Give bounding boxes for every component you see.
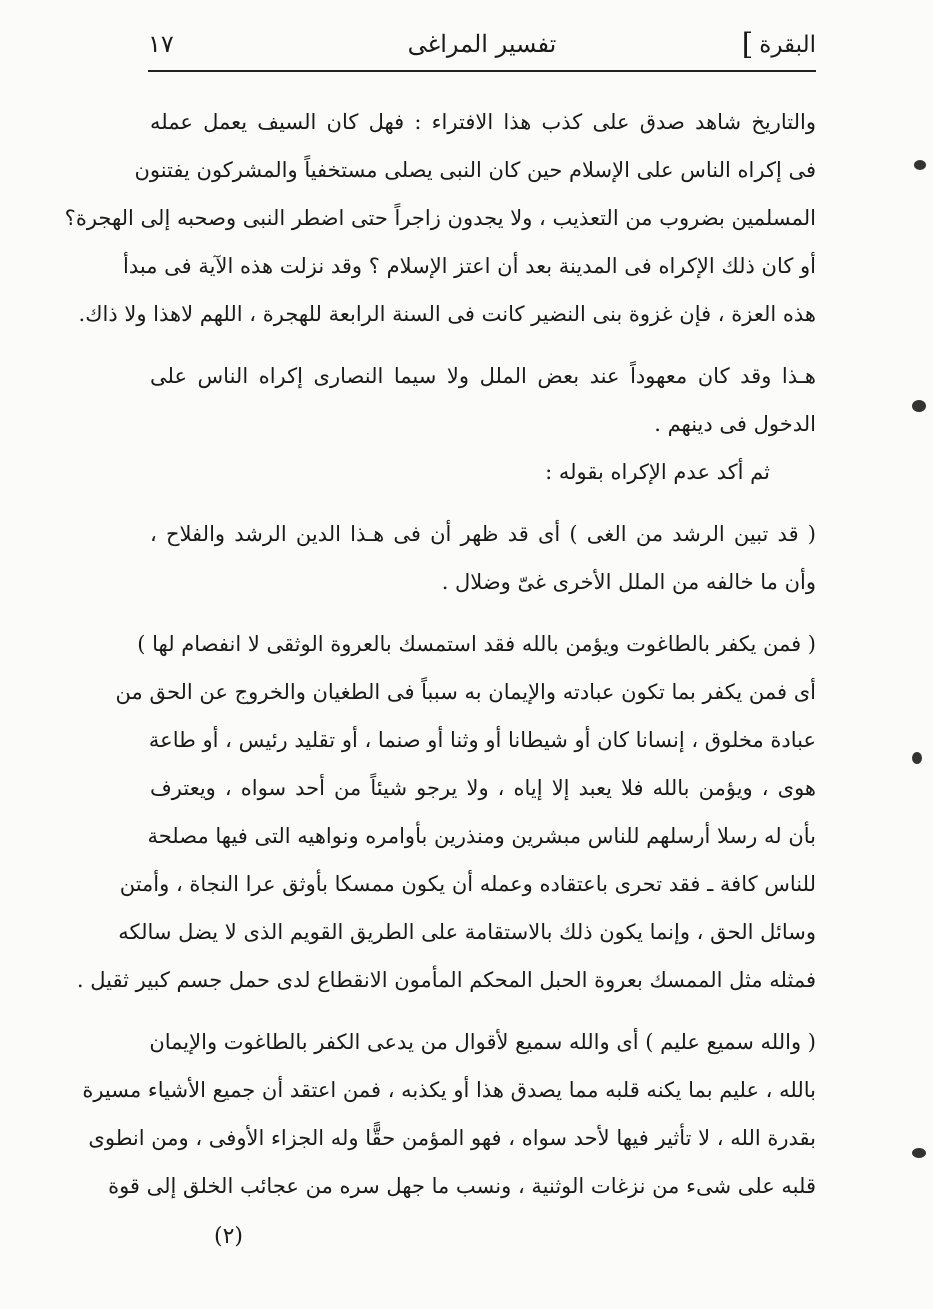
text-line: فمثله مثل الممسك بعروة الحبل المحكم المأمون الانقطاع لدى حمل جسم كبير ثقيل . — [76, 968, 816, 992]
text-line: وسائل الحق ، وإنما يكون ذلك بالاستقامة على الطريق القويم الذى لا يضل سالكه — [118, 920, 816, 944]
text-line: فى إكراه الناس على الإسلام حين كان النبى يصلى مستخفياً والمشركون يفتنون — [134, 158, 816, 182]
text-line: ( والله سميع عليم ) أى والله سميع لأقوال من يدعى الكفر بالطاغوت والإيمان — [149, 1030, 816, 1054]
scan-speck — [912, 752, 922, 764]
text-line: وأن ما خالفه من الملل الأخرى غىّ وضلال . — [441, 570, 816, 594]
text-line: أو كان ذلك الإكراه فى المدينة بعد أن اعتز الإسلام ؟ وقد نزلت هذه الآية فى مبدأ — [123, 254, 816, 278]
scan-speck — [912, 400, 926, 412]
text-line: بقدرة الله ، لا تأثير فيها لأحد سواه ، فهو المؤمن حقًّا وله الجزاء الأوفى ، ومن انطوى — [88, 1126, 816, 1150]
text-line: بالله ، عليم بما يكنه قلبه مما يصدق هذا أو يكذبه ، فمن اعتقد أن جميع الأشياء مسيرة — [82, 1078, 816, 1102]
book-title: تفسير المراغى — [407, 30, 557, 58]
page-header — [148, 22, 816, 68]
signature-mark: (٢) — [214, 1224, 244, 1249]
text-line: ( قد تبين الرشد من الغى ) أى قد ظهر أن فى هـذا الدين الرشد والفلاح ، — [150, 522, 816, 546]
text-line: هذه العزة ، فإن غزوة بنى النضير كانت فى السنة الرابعة للهجرة ، اللهم لاهذا ولا ذاك. — [78, 302, 816, 326]
header-bracket: ] — [741, 27, 754, 62]
text-line: الدخول فى دينهم . — [654, 412, 816, 436]
text-line: والتاريخ شاهد صدق على كذب هذا الافتراء : فهل كان السيف يعمل عمله — [150, 110, 816, 134]
page-number: ١٧ — [148, 30, 174, 58]
text-line: عبادة مخلوق ، إنسانا كان أو شيطانا أو وثنا أو صنما ، أو تقليد رئيس ، أو طاعة — [148, 728, 816, 752]
text-line: ثم أكد عدم الإكراه بقوله : — [545, 460, 770, 484]
text-line: أى فمن يكفر بما تكون عبادته والإيمان به سبباً فى الطغيان والخروج عن الحق من — [115, 680, 816, 704]
text-line: ( فمن يكفر بالطاغوت ويؤمن بالله فقد استمسك بالعروة الوثقى لا انفصام لها ) — [137, 632, 816, 656]
scan-speck — [914, 160, 926, 170]
scan-speck — [912, 1148, 926, 1158]
page-body — [64, 98, 816, 1210]
text-line: المسلمين بضروب من التعذيب ، ولا يجدون زاجراً حتى اضطر النبى وصحبه إلى الهجرة؟ — [64, 206, 816, 230]
text-line: بأن له رسلا أرسلهم للناس مبشرين ومنذرين بأوامره ونواهيه التى فيها مصلحة — [147, 824, 816, 848]
text-line: قلبه على شىء من نزغات الوثنية ، ونسب ما جهل سره من عجائب الخلق إلى قوة — [108, 1174, 816, 1198]
surah-name: البقرة — [759, 32, 816, 58]
text-line: هوى ، ويؤمن بالله فلا يعبد إلا إياه ، ولا يرجو شيئاً من أحد سواه ، ويعترف — [150, 776, 816, 800]
text-line: للناس كافة ـ فقد تحرى باعتقاده وعمله أن يكون ممسكا بأوثق عرا النجاة ، وأمتن — [119, 872, 816, 896]
header-rule — [148, 70, 816, 72]
text-line: هـذا وقد كان معهوداً عند بعض الملل ولا سيما النصارى إكراه الناس على — [150, 364, 816, 388]
